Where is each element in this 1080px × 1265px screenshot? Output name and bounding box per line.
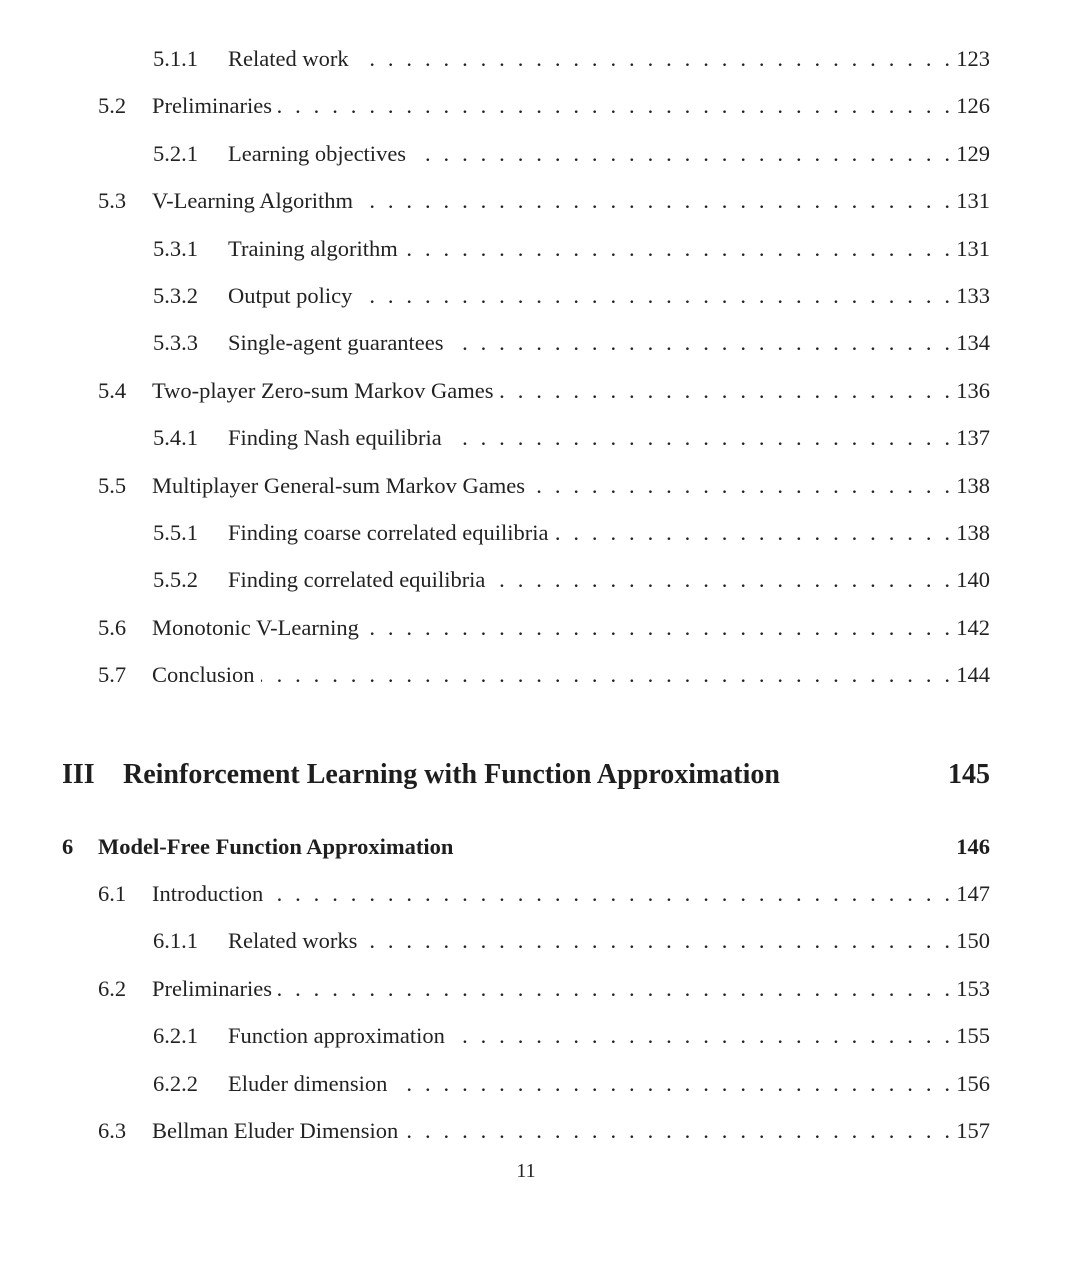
entry-number: 6.2 xyxy=(98,975,127,1001)
entry-page: 133 xyxy=(956,283,990,308)
dot-leader xyxy=(531,466,950,506)
toc-section-entry[interactable] xyxy=(0,86,1080,126)
toc-section-entry[interactable] xyxy=(0,969,1080,1009)
entry-page: 138 xyxy=(956,472,990,498)
dot-leader xyxy=(355,39,950,79)
toc-section-entry[interactable] xyxy=(0,608,1080,648)
entry-page: 153 xyxy=(956,975,990,1001)
entry-page: 129 xyxy=(956,140,990,166)
entry-title: Two-player Zero-sum Markov Games xyxy=(152,371,499,411)
entry-number: 5.2.1 xyxy=(153,140,198,166)
entry-number: 5.1.1 xyxy=(153,46,198,71)
dot-leader xyxy=(404,229,950,269)
dot-leader xyxy=(359,181,950,221)
entry-number: 5.5 xyxy=(98,472,127,498)
dot-leader xyxy=(363,921,950,961)
entry-number: 5.3.1 xyxy=(153,235,198,261)
entry-title-leader xyxy=(152,466,950,506)
entry-number: 6.1.1 xyxy=(153,928,198,954)
entry-number: 5.3.3 xyxy=(153,330,198,356)
toc-section-entry[interactable] xyxy=(0,655,1080,695)
entry-number: 5.5.2 xyxy=(153,567,198,593)
toc-subsection-entry[interactable] xyxy=(0,1016,1080,1056)
entry-title-leader xyxy=(152,181,950,221)
dot-leader xyxy=(365,608,950,648)
entry-number: 5.7 xyxy=(98,662,127,688)
toc-section-entry[interactable] xyxy=(0,181,1080,221)
page-number: 11 xyxy=(516,1160,536,1182)
entry-title-leader xyxy=(152,1111,950,1151)
entry-title: Introduction xyxy=(152,874,269,914)
entry-number: 5.3.2 xyxy=(153,283,198,308)
dot-leader xyxy=(404,1111,950,1151)
entry-number: 6.1 xyxy=(98,881,127,906)
entry-title-leader xyxy=(228,39,950,79)
entry-title: Finding Nash equilibria xyxy=(228,418,448,458)
toc-subsection-entry[interactable] xyxy=(0,1064,1080,1104)
entry-title: Preliminaries xyxy=(152,86,278,126)
toc-subsection-entry[interactable] xyxy=(0,921,1080,961)
chapter-page: 146 xyxy=(956,834,990,859)
toc-subsection-entry[interactable] xyxy=(0,323,1080,363)
entry-number: 5.4 xyxy=(98,377,127,403)
entry-title-leader xyxy=(228,418,950,458)
entry-page: 156 xyxy=(956,1070,990,1096)
toc-subsection-entry[interactable] xyxy=(0,560,1080,600)
entry-page: 147 xyxy=(956,881,990,906)
entry-page: 131 xyxy=(956,188,990,214)
entry-page: 137 xyxy=(956,425,990,451)
dot-leader xyxy=(499,371,950,411)
entry-title-leader xyxy=(228,1064,950,1104)
entry-number: 5.2 xyxy=(98,93,127,119)
dot-leader xyxy=(451,1016,950,1056)
toc-subsection-entry[interactable] xyxy=(0,39,1080,79)
toc-part-heading[interactable] xyxy=(0,755,1080,795)
entry-title: V-Learning Algorithm xyxy=(152,181,359,221)
toc-subsection-entry[interactable] xyxy=(0,418,1080,458)
dot-leader xyxy=(393,1064,950,1104)
entry-title: Training algorithm xyxy=(228,229,404,269)
entry-number: 5.6 xyxy=(98,614,127,640)
entry-title-leader xyxy=(228,921,950,961)
dot-leader xyxy=(555,513,950,553)
toc-subsection-entry[interactable] xyxy=(0,513,1080,553)
entry-title-leader xyxy=(152,874,950,914)
entry-page: 144 xyxy=(956,662,990,688)
entry-title-leader xyxy=(152,371,950,411)
toc-subsection-entry[interactable] xyxy=(0,276,1080,316)
dot-leader xyxy=(278,86,950,126)
entry-title: Related works xyxy=(228,921,363,961)
entry-page: 131 xyxy=(956,235,990,261)
entry-number: 6.3 xyxy=(98,1118,127,1143)
dot-leader xyxy=(412,134,950,174)
entry-title-leader xyxy=(228,276,950,316)
entry-title-leader xyxy=(228,134,950,174)
entry-title: Finding correlated equilibria xyxy=(228,560,491,600)
entry-number: 5.3 xyxy=(98,188,127,214)
toc-chapter-heading[interactable] xyxy=(0,827,1080,867)
entry-title-leader xyxy=(152,655,950,695)
entry-title-leader xyxy=(228,229,950,269)
dot-leader xyxy=(448,418,950,458)
toc-section-entry[interactable] xyxy=(0,1111,1080,1151)
entry-title-leader xyxy=(228,560,950,600)
entry-title: Related work xyxy=(228,39,355,79)
toc-section-entry[interactable] xyxy=(0,874,1080,914)
dot-leader xyxy=(491,560,950,600)
entry-number: 5.5.1 xyxy=(153,520,198,545)
toc-section-entry[interactable] xyxy=(0,466,1080,506)
entry-title: Eluder dimension xyxy=(228,1064,393,1104)
entry-title: Conclusion xyxy=(152,655,261,695)
entry-title: Finding coarse correlated equilibria xyxy=(228,513,555,553)
part-number: III xyxy=(62,759,95,790)
entry-title: Learning objectives xyxy=(228,134,412,174)
entry-title-leader xyxy=(228,323,950,363)
chapter-title: Model-Free Function Approximation xyxy=(98,834,454,859)
entry-title: Single-agent guarantees xyxy=(228,323,450,363)
entry-title: Monotonic V-Learning xyxy=(152,608,365,648)
entry-page: 134 xyxy=(956,330,990,356)
dot-leader xyxy=(269,874,950,914)
entry-title-leader xyxy=(152,608,950,648)
dot-leader xyxy=(278,969,950,1009)
entry-page: 150 xyxy=(956,928,990,954)
entry-page: 140 xyxy=(956,567,990,593)
entry-number: 6.2.1 xyxy=(153,1023,198,1049)
entry-title: Function approximation xyxy=(228,1016,451,1056)
entry-title: Multiplayer General-sum Markov Games xyxy=(152,466,531,506)
entry-number: 5.4.1 xyxy=(153,425,198,451)
entry-title-leader xyxy=(152,86,950,126)
toc-subsection-entry[interactable] xyxy=(0,134,1080,174)
dot-leader xyxy=(261,655,950,695)
entry-page: 136 xyxy=(956,377,990,403)
entry-title: Output policy xyxy=(228,276,358,316)
entry-page: 157 xyxy=(956,1118,990,1143)
entry-title: Preliminaries xyxy=(152,969,278,1009)
dot-leader xyxy=(358,276,950,316)
entry-title-leader xyxy=(228,513,950,553)
part-page: 145 xyxy=(948,759,990,790)
chapter-number: 6 xyxy=(62,834,74,859)
entry-page: 126 xyxy=(956,93,990,119)
entry-page: 138 xyxy=(956,520,990,545)
entry-title-leader xyxy=(228,1016,950,1056)
toc-section-entry[interactable] xyxy=(0,371,1080,411)
dot-leader xyxy=(450,323,950,363)
entry-title: Bellman Eluder Dimension xyxy=(152,1111,404,1151)
entry-page: 123 xyxy=(956,46,990,71)
entry-number: 6.2.2 xyxy=(153,1070,198,1096)
entry-page: 155 xyxy=(956,1023,990,1049)
toc-subsection-entry[interactable] xyxy=(0,229,1080,269)
entry-title-leader xyxy=(152,969,950,1009)
entry-page: 142 xyxy=(956,614,990,640)
part-title: Reinforcement Learning with Function Approximation xyxy=(123,759,780,790)
